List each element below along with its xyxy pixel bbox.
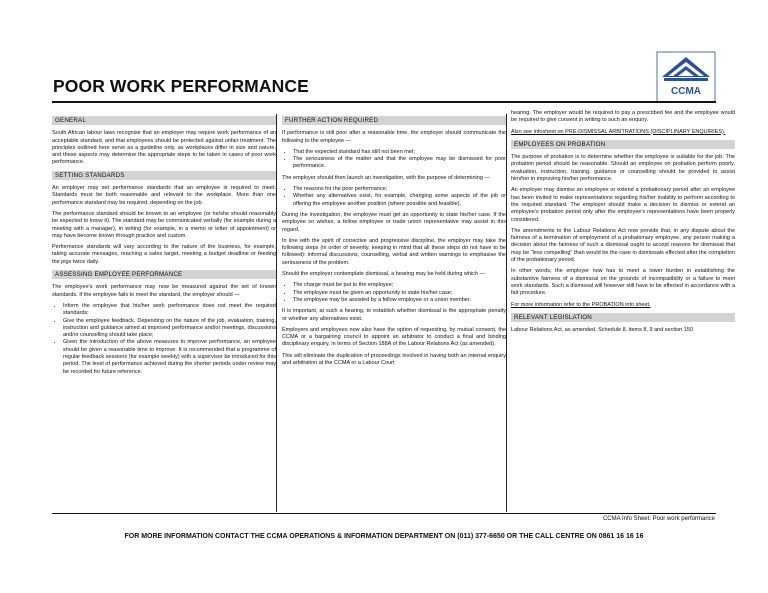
section-heading-further-action: FURTHER ACTION REQUIRED: [282, 116, 506, 125]
further-paragraph-1: If performance is still poor after a reasonable time, the employer should communicate the following to the employee —: [282, 130, 506, 144]
further-list-3: [282, 282, 506, 304]
further-paragraph-5: Should the employer contemplate dismissal, a hearing may be held during which —: [282, 271, 485, 278]
assessing-paragraph: The employee's work performance may now be measured against the set of known standards. If the employee fails to meet the standard, the employer should —: [52, 284, 276, 298]
further-paragraph-8: This will eliminate the duplication of proceedings involved in having both an internal enquiry and arbitration at the CCMA or a Labour Court: [282, 352, 506, 367]
list-item: • The seriousness of the matter and that the employee may be dismissed for poor performance.: [293, 156, 506, 171]
standards-paragraph-2: The performance standard should be known to an employee (or he/she should reasonably be expected to know it). The standard may be communicated verbally (for example during a meeting with a manager), in writing (for example, in a memo or letter of appointment) or may have become known through practice and custom.: [52, 210, 276, 239]
footer-contact: FOR MORE INFORMATION CONTACT THE CCMA OPERATIONS & INFORMATION DEPARTMENT ON (011) 377-6650 OR THE CALL CENTRE ON 0861 16 16 16: [124, 533, 644, 540]
list-item: • Give the employee feedback. Depending on the nature of the job, evaluation, training, instruction and guidance aimed at improved performance and/or meetings, discussions and/or counselling should take place;: [63, 318, 276, 340]
column-2: [282, 116, 506, 371]
list-item: • Inform the employee that his/her work performance does not meet the required standards;: [63, 303, 276, 318]
further-paragraph-7: Employers and employees now also have the option of requesting, by mutual consent, the CCMA or a bargaining council to appoint an arbitrator to conduct a final and binding disciplinary enquiry, in terms of Section 188A of the Labour Relations Act (as amended).: [282, 326, 506, 348]
further-paragraph-6: It is important, at such a hearing, to establish whether dismissal is the appropriate penalty or whether any alternatives exist.: [282, 308, 506, 322]
section-heading-assessing: ASSESSING EMPLOYEE PERFORMANCE: [52, 270, 276, 279]
probation-info-link[interactable]: For more information refer to the PROBATION info sheet.: [511, 301, 651, 308]
probation-paragraph-1: The purpose of probation is to determine whether the employee is suitable for the job. The probation period should be reasonable. Should an employee on probation perform poorly, evaluation, instruction, training, guidance or counselling should be provided to assist him/her in improving his/her performance.: [511, 154, 735, 183]
list-item: • The employee must be given an opportunity to state his/her case;: [293, 290, 506, 297]
footer-rule: [52, 513, 716, 514]
column-divider: [506, 114, 507, 512]
list-item: • That the expected standard has still not been met;: [293, 149, 506, 156]
ccma-logo: [656, 51, 716, 103]
further-paragraph-2: The employer should then launch an investigation, with the purpose of determining —: [282, 174, 490, 181]
further-list-2: [282, 186, 506, 208]
legislation-paragraph: Labour Relations Act, as amended, Schedule 8, items 8, 9 and section 150: [511, 327, 693, 334]
list-item: • The charge must be put to the employee;: [293, 282, 506, 289]
assessing-list: [52, 303, 276, 376]
further-list-1: [282, 149, 506, 171]
continued-paragraph: hearing. The employer would be required to pay a prescribed fee and the employee would be required to give consent in writing to such an enquiry.: [511, 110, 735, 124]
section-heading-probation: EMPLOYEES ON PROBATION: [511, 140, 735, 149]
section-heading-general: GENERAL: [52, 116, 276, 125]
probation-paragraph-2: An employer may dismiss an employee or extend a probationary period after an employee has been invited to make representations regarding his/her inability to perform according to the required standard. The employer should make a decision to dismiss or extend an employee's probation period only after the employee's representations have been properly considered.: [511, 187, 735, 223]
section-heading-standards: SETTING STANDARDS: [52, 171, 276, 180]
footer-sheet-title: CCMA Info Sheet: Poor work performance: [602, 516, 715, 522]
probation-paragraph-4: In other words, the employer now has to meet a lower burden in establishing the substantive fairness of a dismissal on the grounds of incompatibility or a failure to meet work standards. Such a dismissal will however still have to be effected in accordance with a fair procedure.: [511, 268, 735, 297]
probation-paragraph-3: The amendments to the Labour Relations Act now provide that, in any dispute about the fairness of a termination of employment of a probationary employee, any person making a decision about the fairness of such a dismissal ought to accept reasons for dismissal that may be "less compelling" than would be the case in dismissals effected after the completion of the probationary period.: [511, 227, 735, 264]
standards-paragraph-3: Performance standards will vary according to the nature of the business, for example, taking accurate messages, reaching a sales target, meeting a budget deadline or feeding the pigs twice daily.: [52, 244, 276, 265]
column-divider: [276, 114, 277, 512]
column-1: [52, 116, 276, 380]
further-paragraph-4: In line with the spirit of corrective and progressive discipline, the employer may take the following steps (in order of severity, keeping in mind that all these steps do not have to be followed): informal discussions, counselling, verbal and written warnings to emphasise the seriousness of the problem.: [282, 237, 506, 266]
standards-paragraph-1: An employer may set performance standards that an employee is required to meet. Standards must be both reasonable and relevant to the workplace. More than one performance standard may be required, depending on the job.: [52, 185, 276, 206]
column-3: [511, 110, 735, 338]
logo-text: CCMA: [671, 86, 701, 97]
list-item: • The employee may be assisted by a fellow employee or a union member.: [293, 297, 506, 304]
further-paragraph-3: During the investigation, the employee must get an opportunity to state his/her case. If the employee so wishes, a fellow employee or trade union representative may assist in this regard.: [282, 211, 506, 233]
section-heading-legislation: RELEVANT LEGISLATION: [511, 313, 735, 322]
list-item: • Whether any alternatives exist, for example, changing some aspects of the job or offering the employee another position (where possible and feasible).: [293, 193, 506, 208]
list-item: • The reasons for the poor performance;: [293, 186, 506, 193]
page-title: POOR WORK PERFORMANCE: [53, 76, 309, 96]
list-item: • Given the introduction of the above measures to improve performance, an employee should be given a reasonable time to improve. It is recommended that a programme of regular feedback sessions (for example weekly) with a supervisor be introduced for this period. The level of performance achieved during the shorter periods under review may be recorded for future reference.: [63, 339, 276, 375]
title-rule: [52, 101, 716, 103]
general-paragraph: South African labour laws recognise that an employer may require work performance of an acceptable standard, and that employees should be protected against unfair treatment. The principles outlined here serve as a guideline only, as workplaces differ in size and nature, and these aspects may determine the appropriate steps to be taken in cases of poor work performance.: [52, 130, 276, 166]
also-see-link[interactable]: Also see infosheet on PRE-DISMISSAL ARBITRATIONS (DISCIPLINARY ENQUIRIES).: [511, 128, 726, 135]
